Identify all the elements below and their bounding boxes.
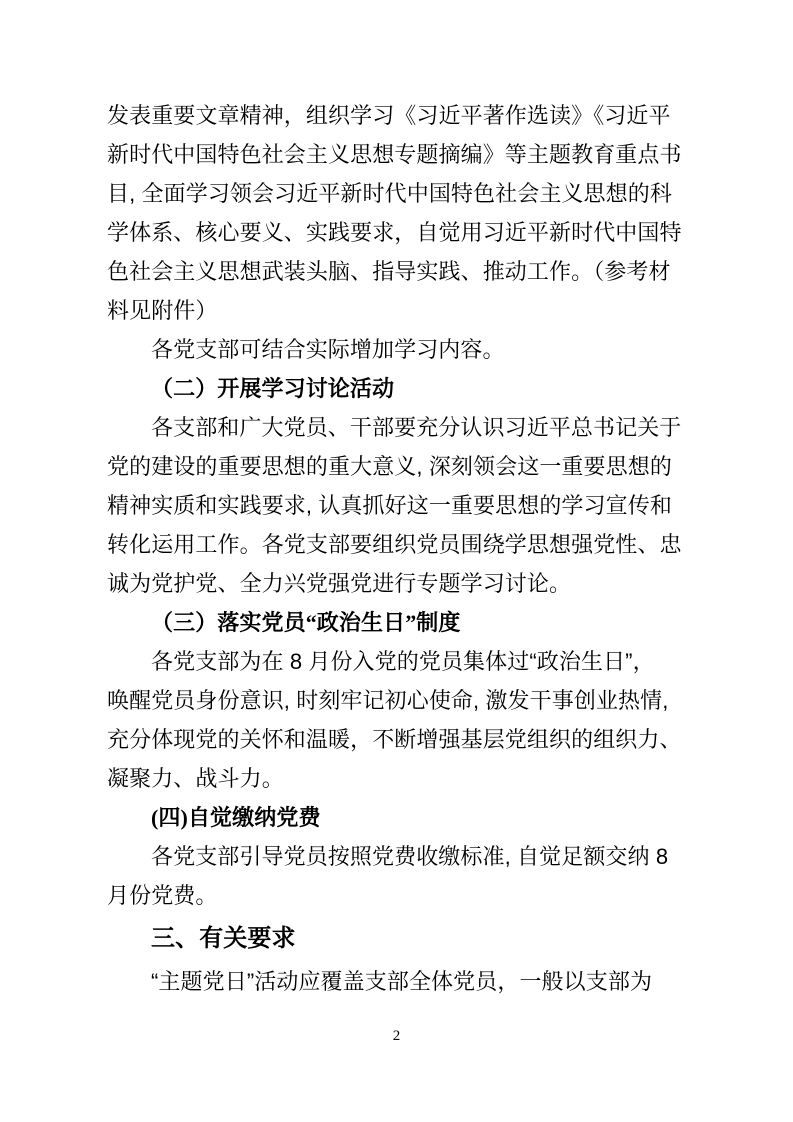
section-heading-3 xyxy=(107,603,685,642)
heading-text: （二）开展学习讨论活动 xyxy=(151,376,395,401)
heading-text: （三）落实党员“政治生日”制度 xyxy=(151,610,461,635)
chapter-heading-3 xyxy=(107,918,685,960)
body-text: 党的建设的重要思想的重大意义, 深刻领会这一重要思想的 xyxy=(107,454,672,479)
section-heading-2 xyxy=(107,369,685,408)
body-line xyxy=(107,759,685,798)
body-line xyxy=(107,962,685,1001)
body-line xyxy=(107,681,685,720)
heading-text: (四)自觉缴纳党费 xyxy=(151,805,321,830)
body-text: “主题党日”活动应覆盖支部全体党员，一般以支部为 xyxy=(151,969,653,994)
body-text: 充分体现党的关怀和温暖，不断增强基层党组织的组织力、 xyxy=(107,727,682,752)
body-text: 各支部和广大党员、干部要充分认识习近平总书记关于 xyxy=(151,415,682,440)
body-text: 各党支部为在 8 月份入党的党员集体过“政治生日”， xyxy=(151,649,655,674)
reference-note: 料见附件） xyxy=(107,298,218,323)
reference-note-line xyxy=(107,291,685,330)
body-line xyxy=(107,135,685,174)
body-text: 诚为党护党、全力兴党强党进行专题学习讨论。 xyxy=(107,571,572,596)
body-line xyxy=(107,252,685,291)
body-text: 各党支部引导党员按照党费收缴标准, 自觉足额交纳 8 xyxy=(151,844,669,869)
body-text: 月份党费。 xyxy=(107,883,218,908)
body-line xyxy=(107,174,685,213)
body-line xyxy=(107,876,685,915)
body-line xyxy=(107,837,685,876)
body-text: 唤醒党员身份意识, 时刻牢记初心使命, 激发干事创业热情, xyxy=(107,688,669,713)
body-text: 各党支部可结合实际增加学习内容。 xyxy=(151,337,505,362)
body-text: 色社会主义思想武装头脑、指导实践、推动工作。 xyxy=(107,259,594,284)
body-text: 学体系、核心要义、实践要求，自觉用习近平新时代中国特 xyxy=(107,220,682,245)
body-line xyxy=(107,525,685,564)
text-content xyxy=(107,96,685,1001)
section-heading-4 xyxy=(107,798,685,837)
body-text: 凝聚力、战斗力。 xyxy=(107,766,284,791)
body-text: 转化运用工作。各党支部要组织党员围绕学思想强党性、忠 xyxy=(107,532,682,557)
body-line xyxy=(107,642,685,681)
body-text: 新时代中国特色社会主义思想专题摘编》等主题教育重点书 xyxy=(107,142,682,167)
body-text: 目, 全面学习领会习近平新时代中国特色社会主义思想的科 xyxy=(107,181,672,206)
body-text: 精神实质和实践要求, 认真抓好这一重要思想的学习宣传和 xyxy=(107,493,672,518)
heading-text: 三、有关要求 xyxy=(151,925,296,952)
body-line xyxy=(107,564,685,603)
body-line xyxy=(107,213,685,252)
reference-note: （参考材 xyxy=(593,259,671,284)
body-line xyxy=(107,720,685,759)
body-line xyxy=(107,486,685,525)
page-number: 2 xyxy=(392,1028,401,1044)
body-text: 发表重要文章精神，组织学习《习近平著作选读》《习近平 xyxy=(107,103,671,128)
body-line xyxy=(107,96,685,135)
body-line xyxy=(107,408,685,447)
body-line xyxy=(107,447,685,486)
body-line xyxy=(107,330,685,369)
page-footer xyxy=(0,1028,793,1045)
